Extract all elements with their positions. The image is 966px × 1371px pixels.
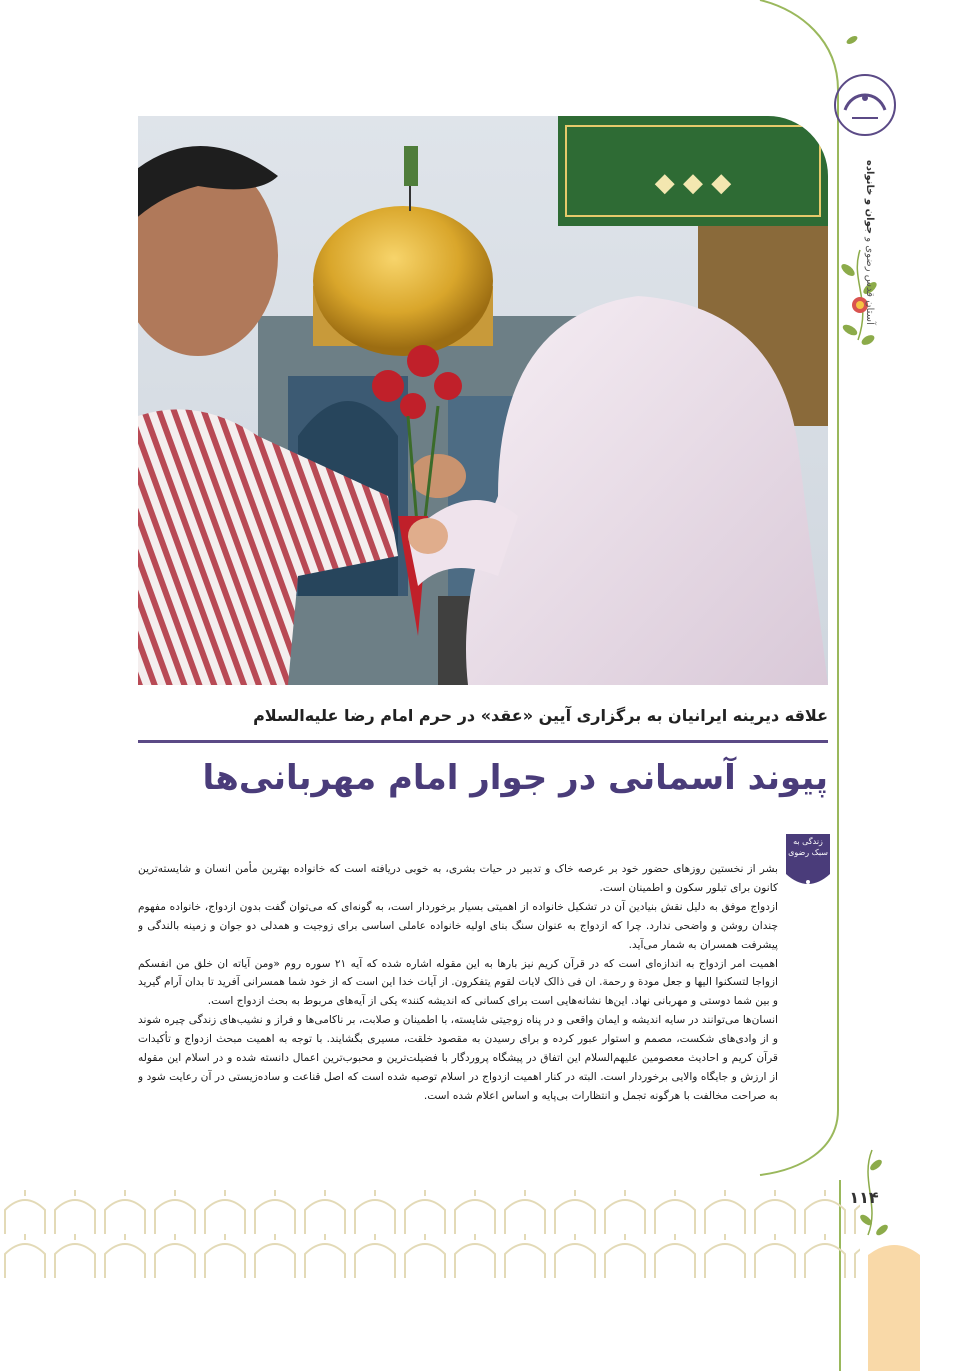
badge-label: زندگی به سبک رضوی xyxy=(788,837,828,857)
paragraph: ازدواج موفق به دلیل نقش بنیادین آن در تشکیل خانواده از اهمیتی بسیار برخوردار است، به گونه‌ای که می‌توان گفت بدون ازدواج، خانواده مفهوم چندان روشن و واضحی ندارد. چرا که ازدواج به عنوان سنگ بنای اولیه خانواده عاملی اساسی برای زوجیت و همدلی دو جوان و زمینه بالندگی و پیشرفت همسران به شمار می‌آید. xyxy=(138,900,778,951)
paragraph: اهمیت امر ازدواج به اندازه‌ای است که در قرآن کریم نیز بارها به این مقوله اشاره شده که آیه ۲۱ سوره روم «ومن آیاته ان خلق من انفسکم ازواجا لتسکنوا الیها و جعل مودة و رحمة. ان فی ذالک لایات لقوم یتفکرون. از آیات خدا این است که از خود شما همسرانی آفرید تا بدان آرام گیرید و بین شما دوستی و مهربانی نهاد. این‌ها نشانه‌هایی است برای کسانی که اندیشه کنند» یکی از آیه‌های مربوط به بحث ازدواج است. xyxy=(138,957,778,1008)
article-subtitle: علاقه دیرینه ایرانیان به برگزاری آیین «عقد» در حرم امام رضا علیه‌السلام xyxy=(253,706,828,725)
page-number: ۱۱۴ xyxy=(849,1188,879,1207)
decorative-pattern xyxy=(0,1190,860,1278)
paragraph: انسان‌ها می‌توانند در سایه اندیشه و ایمان واقعی و در پناه زوجیتی شایسته، با اطمینان و صلابت، بر ناکامی‌ها و فراز و نشیب‌های زندگی چیره شوند و از وادی‌های شکست، مصمم و استوار عبور کرده و برای رسیدن به مقصود خلقت، مسیری بگشایند. با توجه به اهمیت مبحث ازدواج و تأکیدات قرآن کریم و احادیث معصومین علیهم‌السلام این اتفاق در پیشگاه پروردگار با فضیلت‌ترین و محبوب‌ترین اعمال دانسته شده و در اسلام این مقوله از ارزش و جایگاه والایی برخوردار است. البته در کنار اهمیت ازدواج در اسلام توصیه شده است که اصل قناعت و ساده‌زیستی در آن رعایت شود و به صراحت مخالفت با هرگونه تجمل و انتظارات بی‌پایه و اساس اعلام شده است. xyxy=(138,1014,778,1102)
svg-text:◆ ◆ ◆: ◆ ◆ ◆ xyxy=(654,168,732,198)
caption-prefix: آستان قدس رضوی و xyxy=(864,234,875,325)
article-body xyxy=(138,860,778,1165)
article-title: پیوند آسمانی در جوار امام مهربانی‌ها xyxy=(202,758,828,798)
caption-section: جوان و خانواده xyxy=(864,160,875,235)
hero-photo xyxy=(138,116,828,685)
paragraph: بشر از نخستین روزهای حضور خود بر عرصه خاک و تدبیر در حیات بشری، به خوبی دریافته است که خانواده بهترین مأمن انسان و شایسته‌ترین کانون برای تبلور سکون و اطمینان است. xyxy=(138,863,778,894)
page-tab xyxy=(868,1235,920,1371)
divider xyxy=(138,740,828,743)
side-caption xyxy=(855,125,875,325)
